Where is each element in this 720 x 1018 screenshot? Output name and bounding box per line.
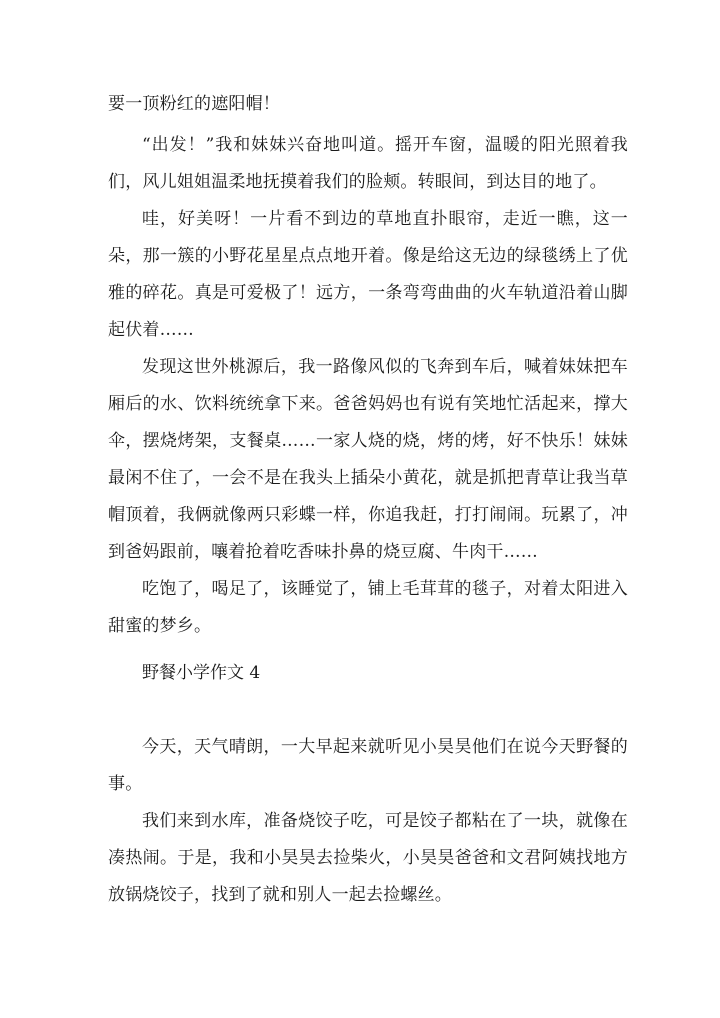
paragraph-sunny-day: 今天，天气晴朗，一大早起来就听见小昊昊他们在说今天野餐的事。 [108, 737, 628, 794]
paragraph-reservoir: 我们来到水库，准备烧饺子吃，可是饺子都粘在了一块，就像在凑热闹。于是，我和小昊昊去捡柴火，小昊昊爸爸和文君阿姨找地方放锅烧饺子，找到了就和别人一起去捡螺丝。 [108, 811, 628, 905]
paragraph-picnic-fun: 发现这世外桃源后，我一路像风似的飞奔到车后，喊着妹妹把车厢后的水、饮料统统拿下来。爸爸妈妈也有说有笑地忙活起来，撑大伞，摆烧烤架，支餐桌……一家人烧的烧，烤的烤，好不快乐！妹妹最闲不住了，一会不是在我头上插朵小黄花，就是抓把青草让我当草帽顶着，我俩就像两只彩蝶一样，你追我赶，打打闹闹。玩累了，冲到爸妈跟前，嚷着抢着吃香味扑鼻的烧豆腐、牛肉干…… [108, 357, 628, 562]
paragraph-scenery: 哇，好美呀！一片看不到边的草地直扑眼帘，走近一瞧，这一朵，那一簇的小野花星星点点地开着。像是给这无边的绿毯绣上了优雅的碎花。真是可爱极了！远方，一条弯弯曲曲的火车轨道沿着山脚起伏着…… [108, 209, 628, 340]
paragraph-departure: “出发！”我和妹妹兴奋地叫道。摇开车窗，温暖的阳光照着我们，风儿姐姐温柔地抚摸着我们的脸颊。转眼间，到达目的地了。 [108, 135, 628, 192]
paragraph-nap: 吃饱了，喝足了，该睡觉了，铺上毛茸茸的毯子，对着太阳进入甜蜜的梦乡。 [108, 579, 628, 636]
paragraph-pink-hat: 要一顶粉红的遮阳帽！ [108, 94, 280, 114]
section-title: 野餐小学作文 4 [142, 663, 261, 683]
